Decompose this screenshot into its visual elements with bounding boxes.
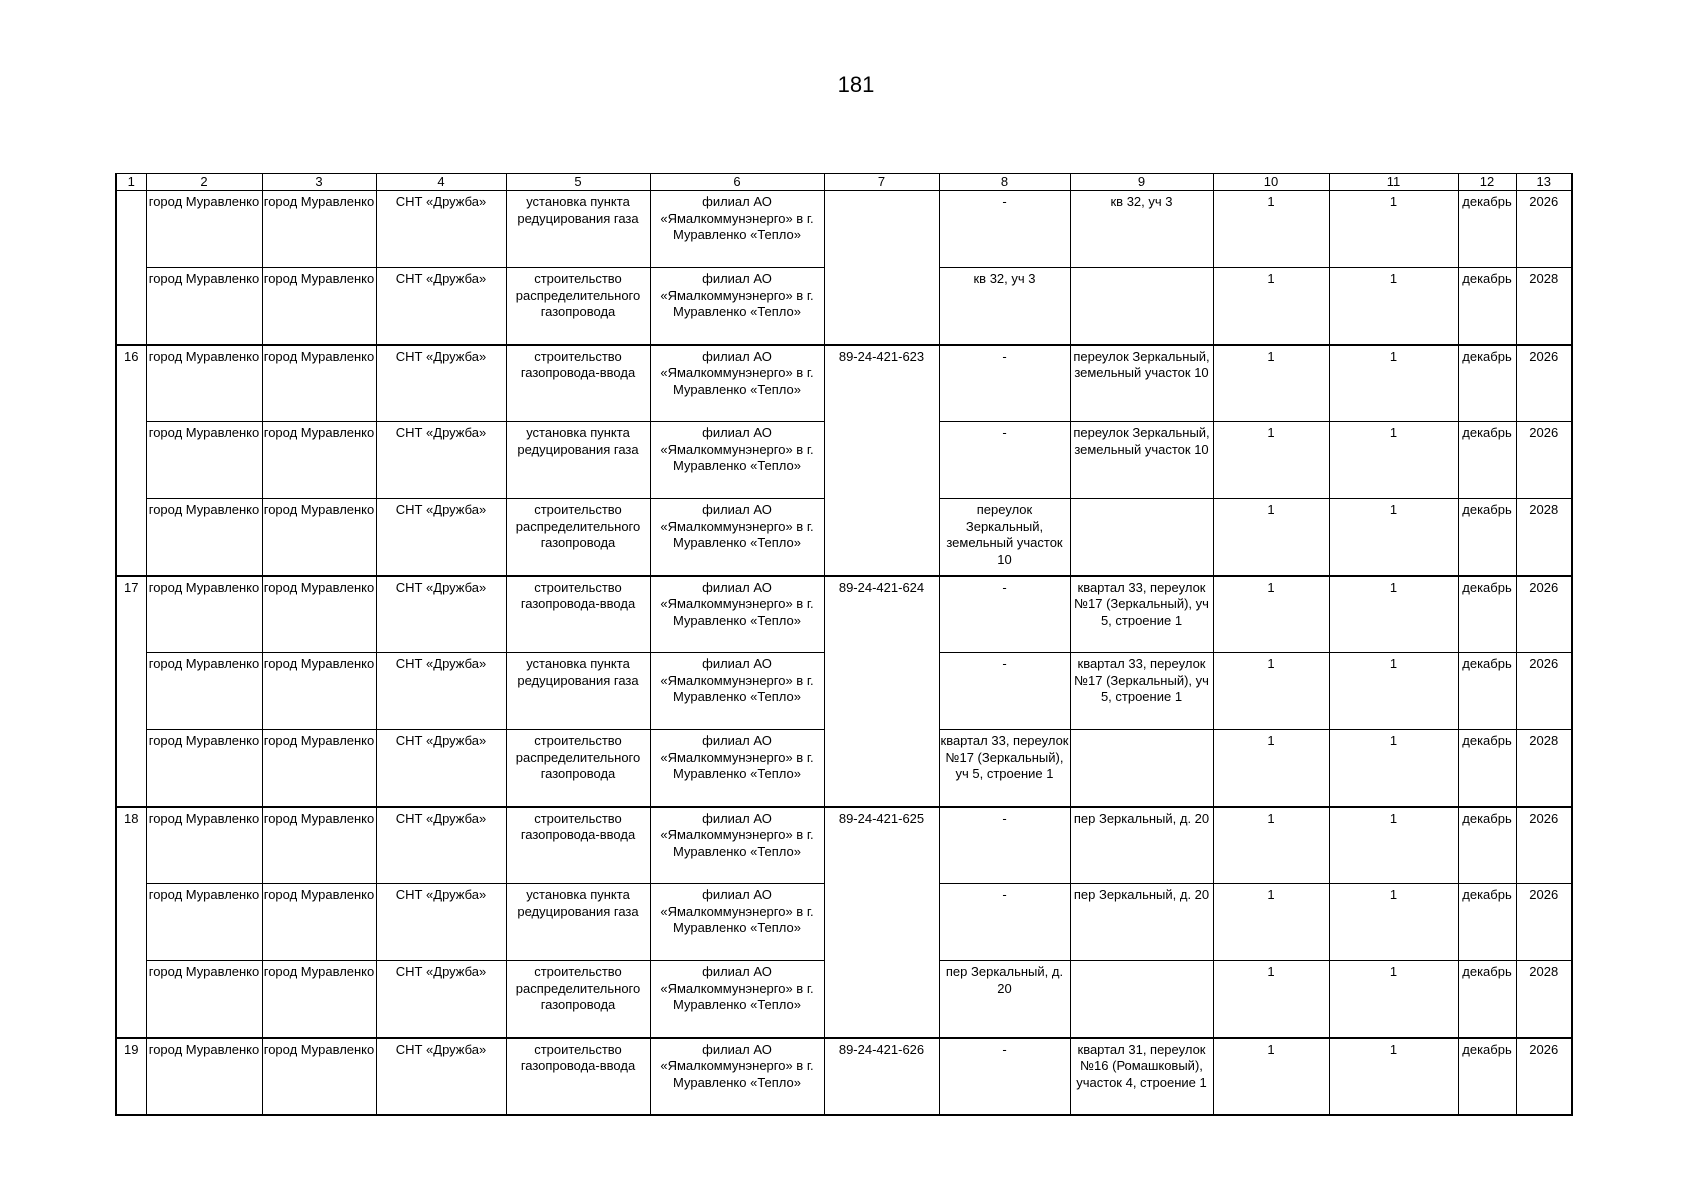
header-cell: 12 (1458, 174, 1516, 191)
year-cell: 2026 (1516, 807, 1572, 884)
count-a-cell: 1 (1213, 576, 1329, 653)
row-number-cell: 16 (116, 345, 146, 576)
header-cell: 7 (824, 174, 939, 191)
municipality-cell: город Муравленко (146, 422, 262, 499)
row-number-cell: 17 (116, 576, 146, 807)
municipality-cell: город Муравленко (146, 730, 262, 807)
address-a-cell: - (939, 345, 1070, 422)
table-row (116, 576, 1572, 653)
year-cell: 2026 (1516, 422, 1572, 499)
month-cell: декабрь (1458, 499, 1516, 576)
work-type-cell: установка пункта редуцирования газа (506, 884, 650, 961)
year-cell: 2026 (1516, 345, 1572, 422)
work-type-cell: строительство распределительного газопровода (506, 499, 650, 576)
count-a-cell: 1 (1213, 653, 1329, 730)
organization-cell: филиал АО «Ямалкоммунэнерго» в г. Муравленко «Тепло» (650, 730, 824, 807)
count-a-cell: 1 (1213, 422, 1329, 499)
address-a-cell: - (939, 422, 1070, 499)
locality-cell: СНТ «Дружба» (376, 807, 506, 884)
organization-cell: филиал АО «Ямалкоммунэнерго» в г. Муравленко «Тепло» (650, 1038, 824, 1115)
work-type-cell: установка пункта редуцирования газа (506, 653, 650, 730)
header-cell: 9 (1070, 174, 1213, 191)
code-cell: 89-24-421-625 (824, 807, 939, 1038)
count-a-cell: 1 (1213, 191, 1329, 268)
address-b-cell (1070, 961, 1213, 1038)
locality-cell: СНТ «Дружба» (376, 730, 506, 807)
data-table (115, 173, 1573, 1116)
settlement-cell: город Муравленко (262, 499, 376, 576)
locality-cell: СНТ «Дружба» (376, 499, 506, 576)
municipality-cell: город Муравленко (146, 653, 262, 730)
address-a-cell: - (939, 653, 1070, 730)
address-b-cell: квартал 31, переулок №16 (Ромашковый), участок 4, строение 1 (1070, 1038, 1213, 1115)
organization-cell: филиал АО «Ямалкоммунэнерго» в г. Муравленко «Тепло» (650, 268, 824, 345)
count-a-cell: 1 (1213, 961, 1329, 1038)
code-cell: 89-24-421-623 (824, 345, 939, 576)
count-b-cell: 1 (1329, 499, 1458, 576)
settlement-cell: город Муравленко (262, 422, 376, 499)
work-type-cell: установка пункта редуцирования газа (506, 422, 650, 499)
address-b-cell (1070, 730, 1213, 807)
count-a-cell: 1 (1213, 884, 1329, 961)
count-b-cell: 1 (1329, 807, 1458, 884)
year-cell: 2026 (1516, 191, 1572, 268)
locality-cell: СНТ «Дружба» (376, 576, 506, 653)
header-cell: 10 (1213, 174, 1329, 191)
settlement-cell: город Муравленко (262, 653, 376, 730)
municipality-cell: город Муравленко (146, 961, 262, 1038)
year-cell: 2026 (1516, 884, 1572, 961)
locality-cell: СНТ «Дружба» (376, 653, 506, 730)
count-b-cell: 1 (1329, 191, 1458, 268)
year-cell: 2028 (1516, 268, 1572, 345)
code-cell: 89-24-421-626 (824, 1038, 939, 1115)
address-b-cell: кв 32, уч 3 (1070, 191, 1213, 268)
count-b-cell: 1 (1329, 576, 1458, 653)
address-b-cell: квартал 33, переулок №17 (Зеркальный), уч 5, строение 1 (1070, 653, 1213, 730)
work-type-cell: строительство газопровода-ввода (506, 345, 650, 422)
settlement-cell: город Муравленко (262, 884, 376, 961)
address-b-cell: пер Зеркальный, д. 20 (1070, 807, 1213, 884)
page-number: 181 (837, 72, 875, 97)
year-cell: 2026 (1516, 576, 1572, 653)
header-cell: 13 (1516, 174, 1572, 191)
header-cell: 3 (262, 174, 376, 191)
month-cell: декабрь (1458, 807, 1516, 884)
code-cell: 89-24-421-624 (824, 576, 939, 807)
municipality-cell: город Муравленко (146, 884, 262, 961)
header-cell: 1 (116, 174, 146, 191)
row-number-cell: 18 (116, 807, 146, 1038)
month-cell: декабрь (1458, 191, 1516, 268)
address-b-cell (1070, 499, 1213, 576)
month-cell: декабрь (1458, 268, 1516, 345)
month-cell: декабрь (1458, 961, 1516, 1038)
month-cell: декабрь (1458, 653, 1516, 730)
count-b-cell: 1 (1329, 884, 1458, 961)
locality-cell: СНТ «Дружба» (376, 961, 506, 1038)
settlement-cell: город Муравленко (262, 576, 376, 653)
settlement-cell: город Муравленко (262, 730, 376, 807)
count-a-cell: 1 (1213, 499, 1329, 576)
address-a-cell: - (939, 807, 1070, 884)
organization-cell: филиал АО «Ямалкоммунэнерго» в г. Муравленко «Тепло» (650, 191, 824, 268)
year-cell: 2026 (1516, 1038, 1572, 1115)
municipality-cell: город Муравленко (146, 345, 262, 422)
header-cell: 8 (939, 174, 1070, 191)
organization-cell: филиал АО «Ямалкоммунэнерго» в г. Муравленко «Тепло» (650, 961, 824, 1038)
address-a-cell: квартал 33, переулок №17 (Зеркальный), уч 5, строение 1 (939, 730, 1070, 807)
month-cell: декабрь (1458, 576, 1516, 653)
work-type-cell: строительство распределительного газопровода (506, 730, 650, 807)
settlement-cell: город Муравленко (262, 1038, 376, 1115)
count-b-cell: 1 (1329, 345, 1458, 422)
settlement-cell: город Муравленко (262, 191, 376, 268)
settlement-cell: город Муравленко (262, 961, 376, 1038)
organization-cell: филиал АО «Ямалкоммунэнерго» в г. Муравленко «Тепло» (650, 576, 824, 653)
count-a-cell: 1 (1213, 345, 1329, 422)
count-b-cell: 1 (1329, 961, 1458, 1038)
work-type-cell: строительство газопровода-ввода (506, 807, 650, 884)
year-cell: 2028 (1516, 961, 1572, 1038)
year-cell: 2026 (1516, 653, 1572, 730)
count-b-cell: 1 (1329, 422, 1458, 499)
organization-cell: филиал АО «Ямалкоммунэнерго» в г. Муравленко «Тепло» (650, 422, 824, 499)
address-a-cell: - (939, 576, 1070, 653)
count-a-cell: 1 (1213, 730, 1329, 807)
year-cell: 2028 (1516, 730, 1572, 807)
row-number-cell: 19 (116, 1038, 146, 1115)
count-b-cell: 1 (1329, 730, 1458, 807)
header-row (116, 174, 1572, 191)
locality-cell: СНТ «Дружба» (376, 884, 506, 961)
settlement-cell: город Муравленко (262, 807, 376, 884)
address-a-cell: переулок Зеркальный, земельный участок 10 (939, 499, 1070, 576)
month-cell: декабрь (1458, 345, 1516, 422)
work-type-cell: строительство газопровода-ввода (506, 1038, 650, 1115)
organization-cell: филиал АО «Ямалкоммунэнерго» в г. Муравленко «Тепло» (650, 884, 824, 961)
organization-cell: филиал АО «Ямалкоммунэнерго» в г. Муравленко «Тепло» (650, 807, 824, 884)
locality-cell: СНТ «Дружба» (376, 1038, 506, 1115)
table-row (116, 807, 1572, 884)
municipality-cell: город Муравленко (146, 1038, 262, 1115)
address-b-cell: квартал 33, переулок №17 (Зеркальный), уч 5, строение 1 (1070, 576, 1213, 653)
count-a-cell: 1 (1213, 807, 1329, 884)
month-cell: декабрь (1458, 1038, 1516, 1115)
address-b-cell: переулок Зеркальный, земельный участок 10 (1070, 422, 1213, 499)
locality-cell: СНТ «Дружба» (376, 345, 506, 422)
municipality-cell: город Муравленко (146, 576, 262, 653)
work-type-cell: строительство газопровода-ввода (506, 576, 650, 653)
municipality-cell: город Муравленко (146, 499, 262, 576)
count-b-cell: 1 (1329, 653, 1458, 730)
locality-cell: СНТ «Дружба» (376, 191, 506, 268)
address-b-cell: переулок Зеркальный, земельный участок 10 (1070, 345, 1213, 422)
organization-cell: филиал АО «Ямалкоммунэнерго» в г. Муравленко «Тепло» (650, 653, 824, 730)
year-cell: 2028 (1516, 499, 1572, 576)
settlement-cell: город Муравленко (262, 268, 376, 345)
address-a-cell: кв 32, уч 3 (939, 268, 1070, 345)
count-b-cell: 1 (1329, 268, 1458, 345)
header-cell: 5 (506, 174, 650, 191)
organization-cell: филиал АО «Ямалкоммунэнерго» в г. Муравленко «Тепло» (650, 499, 824, 576)
table-row (116, 191, 1572, 268)
address-a-cell: пер Зеркальный, д. 20 (939, 961, 1070, 1038)
settlement-cell: город Муравленко (262, 345, 376, 422)
address-b-cell: пер Зеркальный, д. 20 (1070, 884, 1213, 961)
municipality-cell: город Муравленко (146, 268, 262, 345)
header-cell: 2 (146, 174, 262, 191)
month-cell: декабрь (1458, 422, 1516, 499)
month-cell: декабрь (1458, 884, 1516, 961)
address-a-cell: - (939, 1038, 1070, 1115)
code-cell (824, 191, 939, 345)
organization-cell: филиал АО «Ямалкоммунэнерго» в г. Муравленко «Тепло» (650, 345, 824, 422)
count-a-cell: 1 (1213, 268, 1329, 345)
row-number-cell (116, 191, 146, 345)
count-b-cell: 1 (1329, 1038, 1458, 1115)
header-cell: 6 (650, 174, 824, 191)
header-cell: 11 (1329, 174, 1458, 191)
header-cell: 4 (376, 174, 506, 191)
work-type-cell: установка пункта редуцирования газа (506, 191, 650, 268)
address-a-cell: - (939, 884, 1070, 961)
month-cell: декабрь (1458, 730, 1516, 807)
address-a-cell: - (939, 191, 1070, 268)
address-b-cell (1070, 268, 1213, 345)
work-type-cell: строительство распределительного газопровода (506, 268, 650, 345)
table-row (116, 1038, 1572, 1115)
locality-cell: СНТ «Дружба» (376, 422, 506, 499)
municipality-cell: город Муравленко (146, 191, 262, 268)
locality-cell: СНТ «Дружба» (376, 268, 506, 345)
table-row (116, 345, 1572, 422)
count-a-cell: 1 (1213, 1038, 1329, 1115)
municipality-cell: город Муравленко (146, 807, 262, 884)
work-type-cell: строительство распределительного газопровода (506, 961, 650, 1038)
